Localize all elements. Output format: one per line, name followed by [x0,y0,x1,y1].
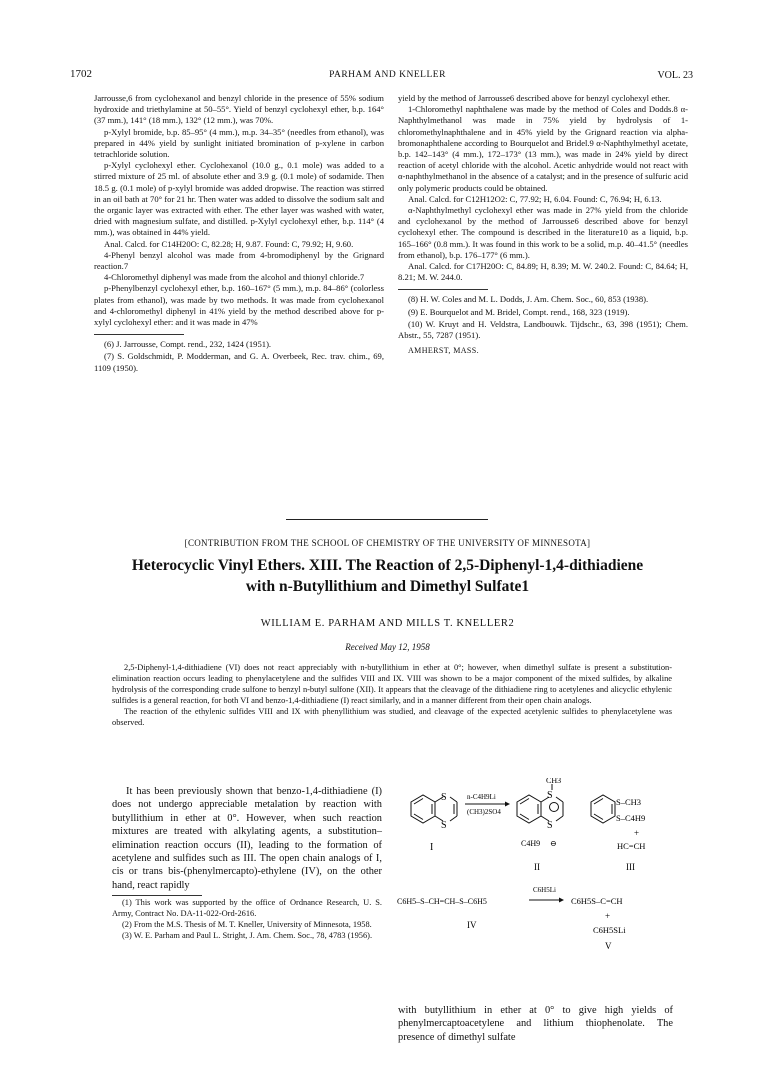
butylthio-group: S–C4H9 [616,813,646,823]
sulfur-atom: S [547,790,553,801]
compound-label-IV: IV [467,920,477,930]
footnote-rule [94,334,184,335]
footnotes-left [94,339,384,374]
compound-V-formula: C6H5S–C=CH [571,896,623,906]
sulfur-atom: S [441,820,447,831]
paragraph: Anal. Calcd. for C14H20O: C, 82.28; H, 9.87. Found: C, 79.92; H, 9.60. [104,238,354,249]
page-number: 1702 [70,68,92,80]
volume-label: VOL. 23 [657,70,693,81]
paragraph: Jarrousse,6 from cyclohexanol and benzyl chloride in the presence of 55% sodium hydroxide and triethylamine at 50–55°. Yield of benzyl cyclohexyl ether, b.p. 164° (37 mm.), 141° (18 mm.), 132° (12 mm.), was 70%. [94,93,384,126]
anion-symbol: ⊖ [550,839,557,848]
footnote: (10) W. Kruyt and H. Veldstra, Landbouwk. Tijdschr., 63, 398 (1951); Chem. Abstr., 55, 7287 (1951). [398,318,688,341]
compound-IV-formula: C6H5–S–CH=CH–S–C6H5 [397,897,487,906]
paragraph: p-Xylyl bromide, b.p. 85–95° (4 mm.), m.p. 34–35° (needles from ethanol), was prepared in 44% yield by sunlight initiated bromination of p-xylene in carbon tetrachloride solution. [94,126,384,160]
footnote: (1) This work was supported by the office of Ordnance Research, U. S. Army, Contract No. DA-11-022-Ord-2616. [112,898,382,919]
received-date: Received May 12, 1958 [345,642,430,652]
paragraph: Anal. Calcd. for C17H20O: C, 84.89; H, 8.39; M. W. 240.2. Found: C, 84.64; H, 8.21; M. W. 244.0. [398,261,688,283]
paragraph: yield by the method of Jarrousse6 described above for benzyl cyclohexyl ether. [398,93,671,103]
paragraph: p-Xylyl cyclohexyl ether. Cyclohexanol (10.0 g., 0.1 mole) was added to a stirred mixture of 25 ml. of absolute ether and 3.9 g. (0.1 mole) of sodamide. Then 18.5 g. (0.1 mole) of p-xylyl bromide was added dropwise. The reaction was stirred in an oil bath at 70° for 21 hr. Then water was added to dissolve the sodium salt and the organic layer was extracted with ether. The ether layer was washed with water, dried with magnesium sulfate, and distilled. p-Xylyl cyclohexyl ether, b.p. 114° (4 mm.), was obtained in 44% yield. [94,160,384,238]
footnote: (7) S. Goldschmidt, P. Modderman, and G. A. Overbeek, Rec. trav. chim., 69, 1109 (1950). [94,351,384,373]
section-divider [286,519,488,520]
paragraph: p-Phenylbenzyl cyclohexyl ether, b.p. 160–167° (5 mm.), m.p. 84–86° (colorless plates from ethanol), was made by two methods. It was made from cyclohexanol and 4-chloromethyl diphenyl in 41% yield by the method described above for p-xylyl cyclohexyl ether: and it was made in 47% [94,283,384,328]
paragraph: 4-Phenyl benzyl alcohol was made from 4-bromodiphenyl by the Grignard reaction.7 [94,249,384,272]
paragraph: 1-Chloromethyl naphthalene was made by the method of Coles and Dodds.8 α-Naphthylmethanol was made in 75% yield by hydrolysis of 1-chloromethylnaphthalene and in 45% yield by the Grignard reaction via alpha-bromonaphthalene according to Bourquelot and Bridel.9 α-Naphthylmethyl acetate, b.p. 142–143° (4 mm.), 172–173° (13 mm.), was made in 24% yield by direct reaction of acetyl chloride with the alcohol. Acetic anhydride would not react with α-naphthylmethanol in the absence of a catalyst; and in the presence of sulfuric acid only polymeric products could be obtained. [398,104,688,193]
structure-I [411,795,457,823]
abstract-paragraph: The reaction of the ethylenic sulfides VIII and IX with phenyllithium was studied, and cleavage of the expected acetylenic sulfides to phenylacetylene was observed. [112,707,672,727]
footnotes-right [398,294,688,341]
contribution-line: [CONTRIBUTION FROM THE SCHOOL OF CHEMISTRY OF THE UNIVERSITY OF MINNESOTA] [184,538,591,548]
running-title: PARHAM AND KNELLER [329,70,446,80]
paragraph: α-Naphthylmethyl cyclohexyl ether was made in 27% yield from the chloride and cyclohexanol by the method of Jarrousse6 described above for benzyl cyclohexyl ether. The compound is described in the literature10 as a liquid, b.p. 165–166° (0.8 mm.). It was found in this work to be a solid, m.p. 40–41.5° (needles from ethanol), b.p. 176–177° (6 mm.). [398,205,688,260]
sulfur-atom: S [547,820,553,831]
arrow-head [559,898,564,903]
footnote: (2) From the M.S. Thesis of M. T. Kneller, University of Minnesota, 1958. [122,919,372,929]
compound-label-II: II [534,862,540,872]
right-column [398,93,688,356]
methyl-group: CH3 [546,778,562,785]
body-paragraph: It has been previously shown that benzo-1,4-dithiadiene (I) does not undergo appreciable metalation by reaction with butyllithium in ether at 0°. However, when such reaction mixtures are treated with alkylating agents, a substitution–elimination reaction occurs (II), leading to the formation of acetylene and sulfides such as III. The open chain analogs of I, cis or trans bis-(phenylmercapto)-ethylene (IV), on the other hand, react rapidly [112,786,382,891]
compound-label-V: V [605,941,612,951]
compound-label-I: I [430,842,434,853]
abstract-paragraph: 2,5-Diphenyl-1,4-dithiadiene (VI) does not react appreciably with n-butyllithium in ether at 0°; however, when dimethyl sulfate is present a substitution-elimination reaction occurs leading to phenylacetylene and the sulfides VIII and IX. VIII was shown to be a major component of the mixed sulfides, by alkaline hydrolysis of the corresponding crude sulfone to benzyl n-butyl sulfone (XII). It appears that the cleavage of the dithiadiene ring to acetylenes and alicyclic ethylenic sulfides is a general reaction, for both VI and benzo-1,4-dithiadiene (I) react similarly, and in a manner different from their open chain analogs. [112,663,672,705]
reaction-scheme [395,778,680,1003]
arrow-head [505,802,510,807]
paragraph: Anal. Calcd. for C12H12O2: C, 77.92; H, 6.04. Found: C, 76.94; H, 6.13. [408,193,662,204]
compound-label-III: III [626,862,635,872]
plus-sign: + [634,828,640,838]
structure-III [591,795,615,823]
abstract [112,662,672,728]
footnote-rule [112,895,202,896]
article-title-line2: with n-Butyllithium and Dimethyl Sulfate1 [245,578,530,595]
acetylene: HC=CH [617,841,646,851]
footnote: (8) H. W. Coles and M. L. Dodds, J. Am. Chem. Soc., 60, 853 (1938). [408,294,649,305]
sulfur-atom: S [441,792,447,803]
structure-II [517,784,563,823]
signoff: AMHERST, MASS. [408,346,480,356]
body-left-column [112,785,382,941]
methylthio-group: S–CH3 [616,797,642,807]
body-right-column: with butyllithium in ether at 0° to give high yields of phenylmercaptoacetylene and lithium thiophenolate. The presence of dimethyl sulfate [398,1005,673,1043]
plus-sign: + [605,911,611,921]
reagent-dimethyl-sulfate: (CH3)2SO4 [467,808,501,816]
reagent-phenyllithium: C6H5Li [533,886,556,894]
butyl-anion: C4H9 [521,839,541,848]
lithium-thiophenolate: C6H5SLi [593,925,626,935]
left-column [94,93,384,375]
footnote: (6) J. Jarrousse, Compt. rend., 232, 1424 (1951). [104,339,272,350]
footnote: (9) E. Bourquelot and M. Bridel, Compt. rend., 168, 323 (1919). [408,306,630,317]
footnote: (3) W. E. Parham and Paul L. Stright, J. Am. Chem. Soc., 78, 4783 (1956). [122,930,373,940]
reagent-butyllithium: n-C4H9Li [467,793,496,801]
authors: WILLIAM E. PARHAM AND MILLS T. KNELLER2 [260,618,515,629]
article-title-line1: Heterocyclic Vinyl Ethers. XIII. The Reaction of 2,5-Diphenyl-1,4-dithiadiene [131,557,644,574]
body-footnotes [112,898,382,941]
paragraph: 4-Chloromethyl diphenyl was made from the alcohol and thionyl chloride.7 [104,272,365,283]
footnote-rule [398,289,488,290]
